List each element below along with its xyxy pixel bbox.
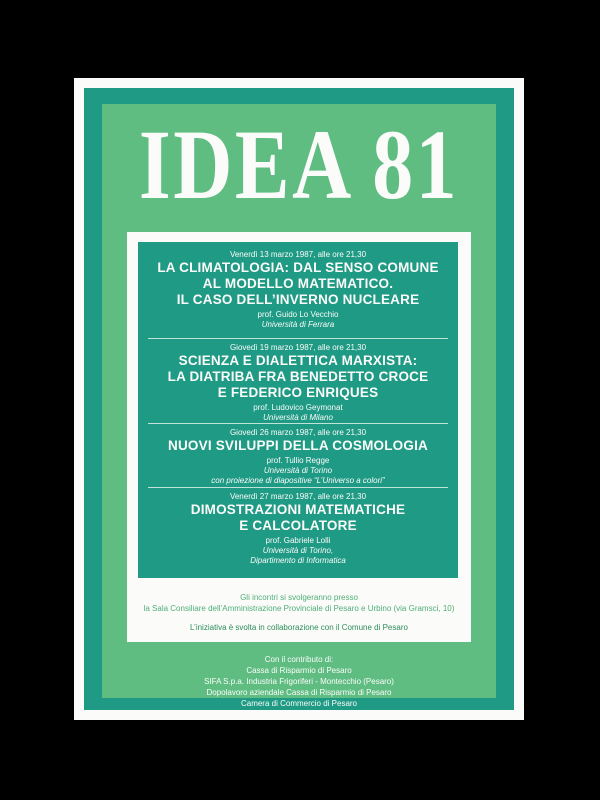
- collaboration-note: L’iniziativa è svolta in collaborazione con il Comune di Pesaro: [190, 623, 408, 632]
- event-affiliation: Università di Torino,: [262, 546, 334, 555]
- venue-line: la Sala Consiliare dell’Amministrazione Provinciale di Pesaro e Urbino (via Gramsci, 10): [143, 604, 455, 613]
- sponsor-line: Dopolavoro aziendale Cassa di Risparmio di Pesaro: [206, 688, 392, 697]
- event-affiliation: Università di Milano: [263, 413, 333, 422]
- event-speaker: prof. Guido Lo Vecchio: [257, 310, 339, 319]
- sponsor-line: Cassa di Risparmio di Pesaro: [246, 666, 352, 675]
- poster-teal-border: [84, 88, 514, 710]
- printer-imprint: [515, 648, 519, 708]
- event-title-line: LA CLIMATOLOGIA: DAL SENSO COMUNE: [157, 260, 439, 275]
- event-3: [138, 428, 458, 486]
- event-date: Venerdì 27 marzo 1987, alle ore 21,30: [229, 492, 367, 501]
- event-title-line: AL MODELLO MATEMATICO.: [202, 276, 394, 291]
- poster: [74, 78, 524, 720]
- event-divider: [148, 487, 448, 488]
- event-2: [138, 343, 458, 423]
- event-speaker: prof. Ludovico Geymonat: [253, 403, 343, 412]
- venue-line: Gli incontri si svolgeranno presso: [240, 593, 358, 602]
- event-title-line: SCIENZA E DIALETTICA MARXISTA:: [178, 353, 418, 368]
- event-date: Giovedì 19 marzo 1987, alle ore 21,30: [229, 343, 367, 352]
- event-4: [138, 492, 458, 566]
- event-title-line: LA DIATRIBA FRA BENEDETTO CROCE: [167, 369, 429, 384]
- event-date: Venerdì 13 marzo 1987, alle ore 21,30: [229, 250, 367, 259]
- program-panel: [127, 232, 471, 642]
- event-date: Giovedì 26 marzo 1987, alle ore 21,30: [229, 428, 367, 437]
- event-divider: [148, 423, 448, 424]
- event-title-line: NUOVI SVILUPPI DELLA COSMOLOGIA: [168, 438, 428, 453]
- event-divider: [148, 338, 448, 339]
- event-title-line: IL CASO DELL’INVERNO NUCLEARE: [176, 292, 420, 307]
- sponsors-block: [102, 654, 496, 709]
- venue-info: [127, 592, 471, 614]
- event-speaker: prof. Gabriele Lolli: [265, 536, 331, 545]
- event-title-line: E CALCOLATORE: [239, 518, 357, 533]
- event-affiliation: Università di Ferrara: [261, 320, 335, 329]
- poster-title: IDEA 81: [138, 109, 460, 220]
- event-affiliation: Università di Torino: [263, 466, 333, 475]
- event-affiliation: con proiezione di diapositive “L’Universo a colori”: [211, 476, 385, 485]
- event-speaker: prof. Tullio Regge: [266, 456, 330, 465]
- events-box: [138, 242, 458, 578]
- sponsor-line: Con il contributo di:: [264, 655, 334, 664]
- sponsor-line: Camera di Commercio di Pesaro: [240, 699, 358, 708]
- event-affiliation: Dipartimento di Informatica: [250, 556, 346, 565]
- event-1: [138, 250, 458, 330]
- event-title-line: DIMOSTRAZIONI MATEMATICHE: [190, 502, 406, 517]
- sponsor-line: SIFA S.p.a. Industria Frigoriferi - Montecchio (Pesaro): [204, 677, 394, 686]
- event-title-line: E FEDERICO ENRIQUES: [217, 385, 379, 400]
- poster-green-field: [102, 104, 496, 708]
